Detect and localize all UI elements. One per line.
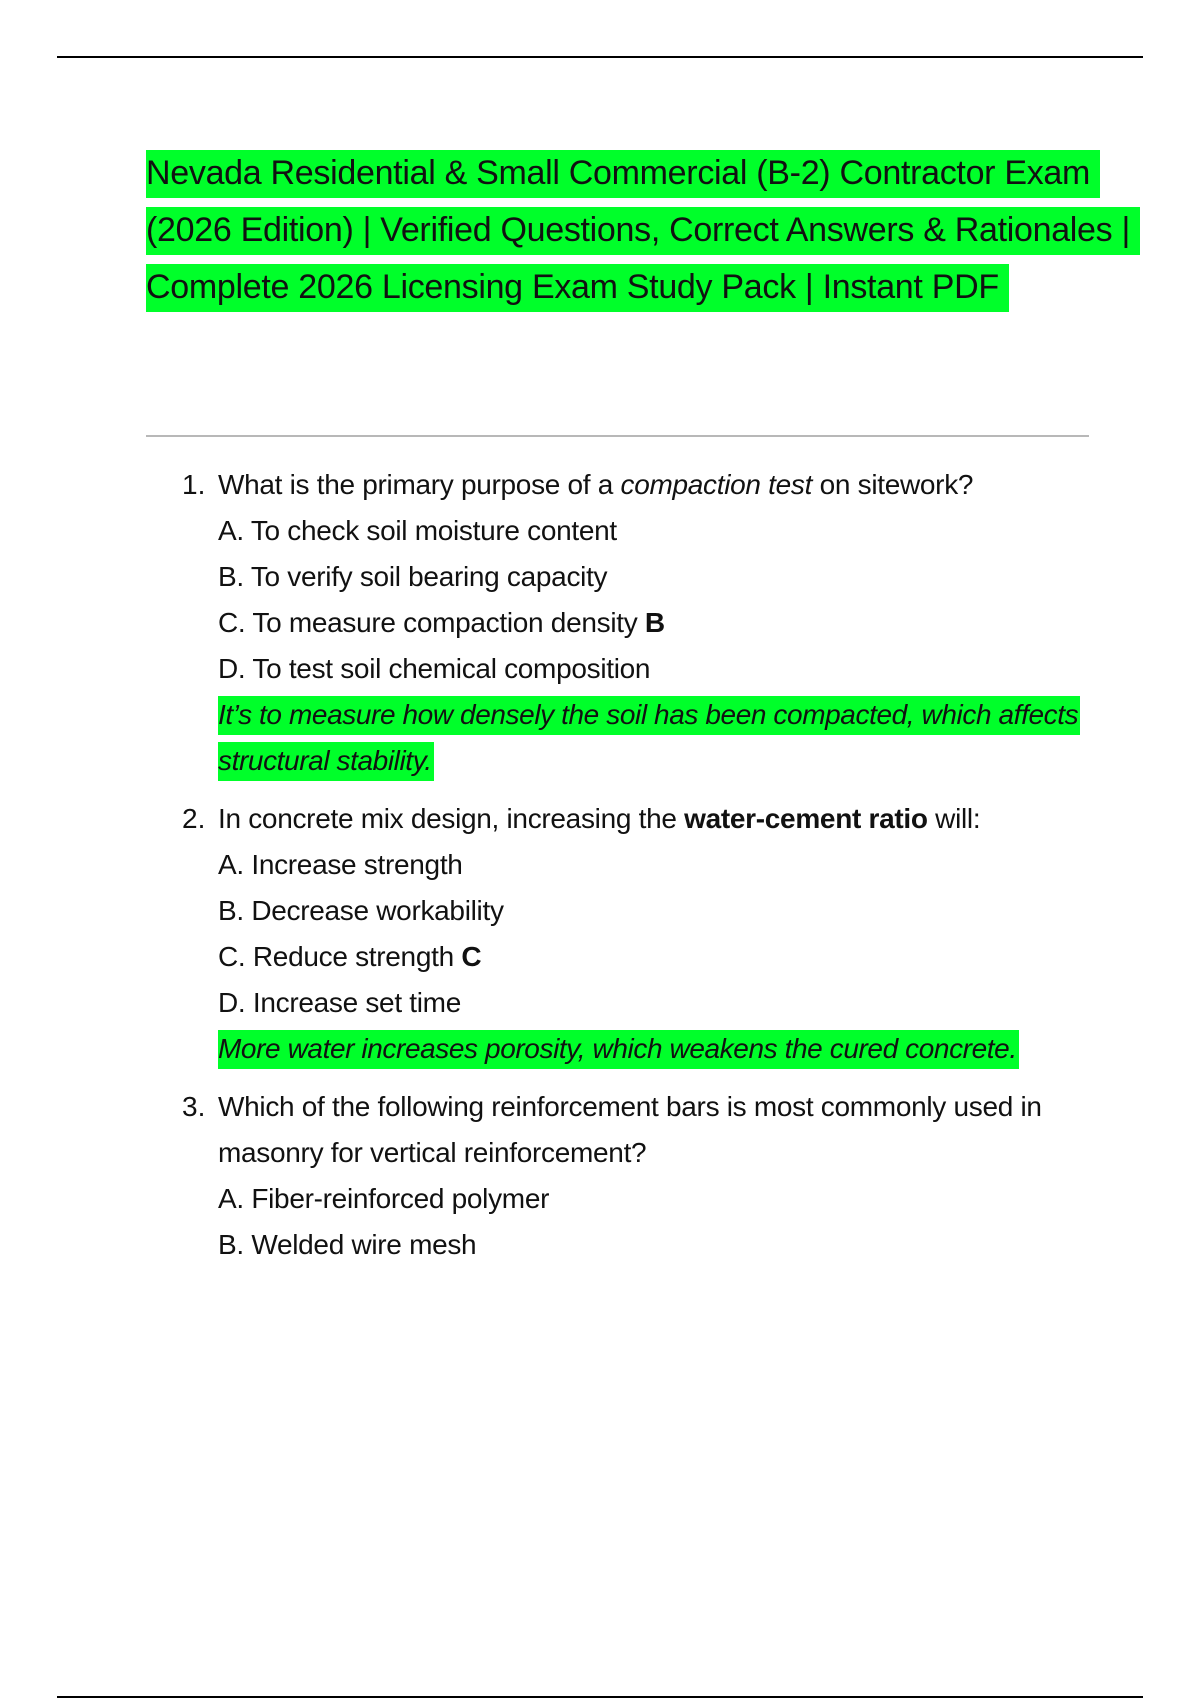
question-text: What is the primary purpose of a compaction test on sitework? (218, 469, 974, 500)
answer-marker: B (644, 607, 665, 638)
title-highlight: Nevada Residential & Small Commercial (B-2) Contractor Exam (2026 Edition) | Verified Questions, Correct Answers & Rationales | Complete 2026 Licensing Exam Study Pack | Instant PDF (146, 150, 1140, 312)
question-number: 3. (182, 1091, 206, 1122)
rationale (218, 692, 1106, 784)
question-text: Which of the following reinforcement bars is most commonly used in masonry for vertical reinforcement? (218, 1091, 1042, 1168)
question-emphasis: water-cement ratio (684, 803, 928, 834)
section-divider (146, 435, 1089, 437)
question-text: In concrete mix design, increasing the water-cement ratio will: (218, 803, 981, 834)
page-bottom-rule (57, 1696, 1143, 1698)
question-1 (146, 462, 1106, 784)
rationale (218, 1026, 1106, 1072)
question-3 (146, 1084, 1106, 1268)
question-number: 2. (182, 803, 206, 834)
option-d: D. To test soil chemical composition (218, 653, 651, 684)
option-c: C. Reduce strength C (218, 941, 482, 972)
option-d: D. Increase set time (218, 987, 461, 1018)
option-c: C. To measure compaction density B (218, 607, 665, 638)
rationale-highlight: It’s to measure how densely the soil has been compacted, which affects structural stability. (218, 696, 1080, 781)
question-number: 1. (182, 469, 206, 500)
question-2 (146, 796, 1106, 1072)
option-b: B. To verify soil bearing capacity (218, 561, 608, 592)
page-top-rule (57, 56, 1143, 58)
option-a: A. To check soil moisture content (218, 515, 617, 546)
option-a: A. Increase strength (218, 849, 463, 880)
document-title (146, 145, 1136, 316)
question-emphasis: compaction test (620, 469, 813, 500)
option-b: B. Welded wire mesh (218, 1229, 477, 1260)
option-b: B. Decrease workability (218, 895, 504, 926)
question-list (146, 462, 1106, 1280)
answer-marker: C (461, 941, 482, 972)
rationale-highlight: More water increases porosity, which weakens the cured concrete. (218, 1030, 1019, 1069)
option-a: A. Fiber-reinforced polymer (218, 1183, 550, 1214)
